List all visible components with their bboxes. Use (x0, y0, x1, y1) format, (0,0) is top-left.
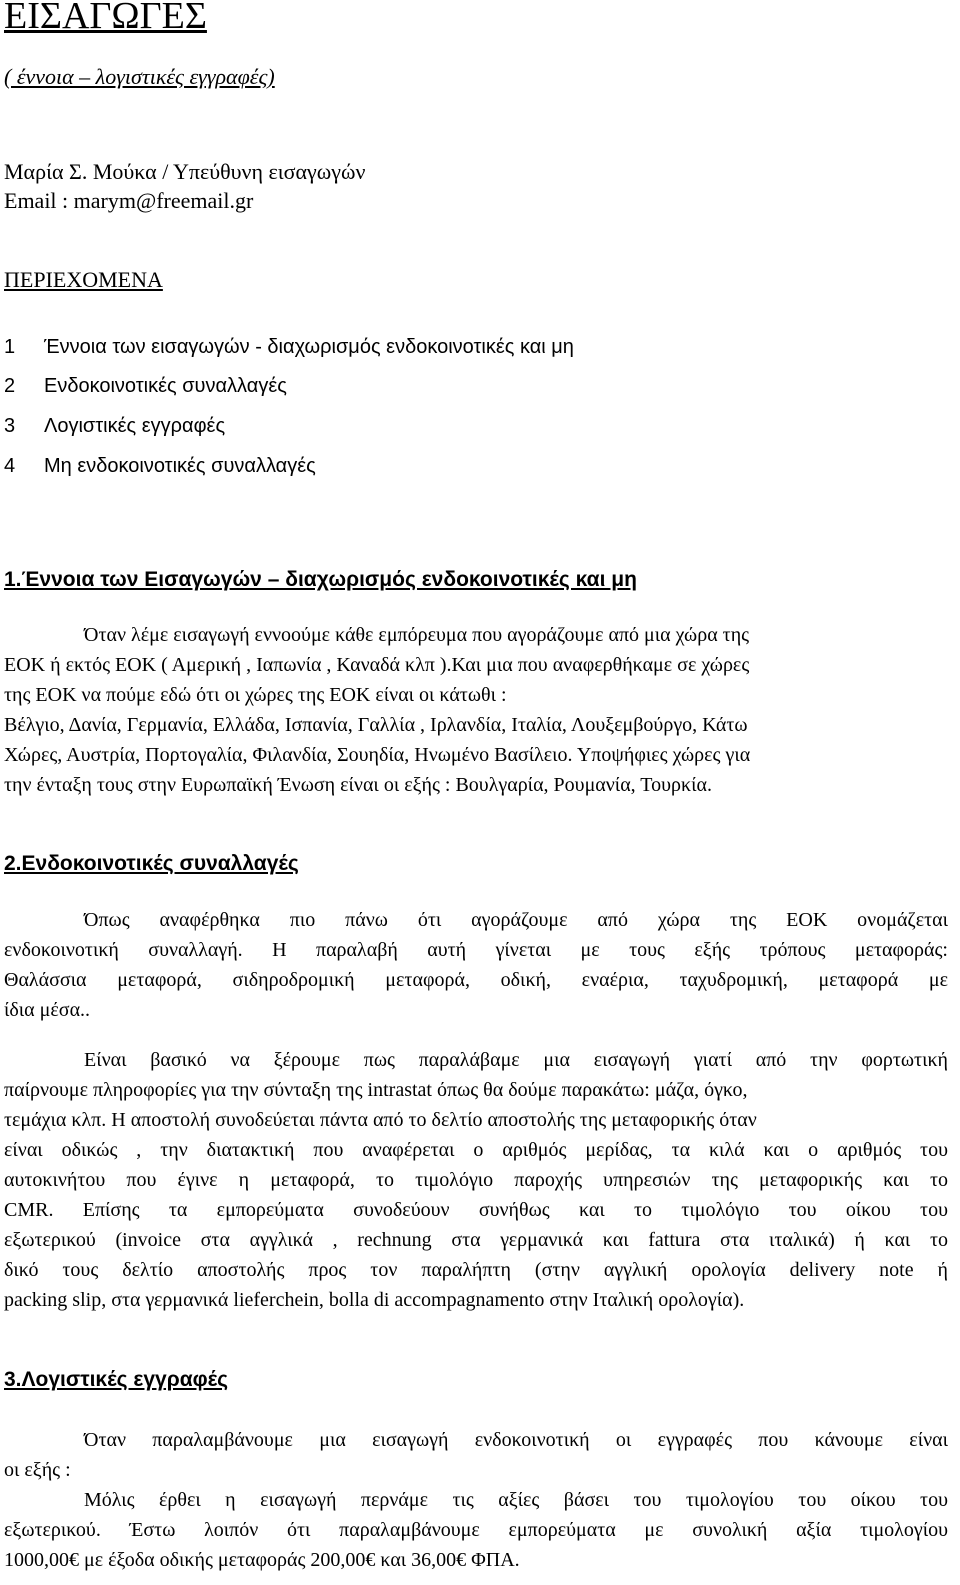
toc-item-label: Λογιστικές εγγραφές (44, 415, 226, 437)
paragraph-line: packing slip, στα γερμανικά lieferchein, bolla di accompagnamento στην Ιταλική ορολογία). (4, 1289, 745, 1311)
toc-item (4, 373, 287, 399)
paragraph-line: CMR. Επίσης τα εμπορεύματα συνοδεύουν συνήθως και το τιμολόγιο του οίκου του (4, 1199, 948, 1221)
paragraph-line: Όταν λέμε εισαγωγή εννοούμε κάθε εμπόρευμα που αγοράζουμε από μια χώρα της (84, 624, 750, 646)
section-2-paragraph-2 (4, 1045, 948, 1315)
paragraph-line: 1000,00€ με έξοδα οδικής μεταφοράς 200,00€ και 36,00€ ΦΠΑ. (4, 1549, 520, 1571)
paragraph-line: οι εξής : (4, 1459, 71, 1481)
section-2-paragraph-1 (4, 905, 948, 1025)
toc-item-label: Ενδοκοινοτικές συναλλαγές (44, 375, 287, 397)
toc-item (4, 413, 225, 439)
toc-item (4, 334, 574, 360)
paragraph-line: Είναι βασικό να ξέρουμε πως παραλάβαμε μια εισαγωγή γιατί από την φορτωτική (84, 1049, 948, 1071)
paragraph-line: την ένταξη τους στην Ευρωπαϊκή Ένωση είναι οι εξής : Βουλγαρία, Ρουμανία, Τουρκία. (4, 774, 712, 796)
paragraph-line: εξωτερικού. Έστω λοιπόν ότι παραλαμβάνουμε εμπορεύματα με συνολική αξία τιμολογίου (4, 1519, 948, 1541)
paragraph-line: Θαλάσσια μεταφορά, σιδηροδρομική μεταφορά, οδική, εναέρια, ταχυδρομική, μεταφορά με (4, 969, 948, 991)
toc-heading: ΠΕΡΙΕΧΟΜΕΝΑ (4, 267, 163, 292)
paragraph-line: τεμάχια κλπ. Η αποστολή συνοδεύεται πάντα από το δελτίο αποστολής της μεταφορικής όταν (4, 1109, 757, 1131)
document-title: ΕΙΣΑΓΩΓΕΣ (4, 0, 207, 37)
section-1-paragraph (4, 620, 948, 800)
section-3-paragraph-1 (4, 1425, 948, 1485)
section-1-heading: 1.Έννοια των Εισαγωγών – διαχωρισμός ενδοκοινοτικές και μη (4, 568, 637, 591)
section-2-heading: 2.Ενδοκοινοτικές συναλλαγές (4, 852, 299, 875)
paragraph-line: ΕΟΚ ή εκτός ΕΟΚ ( Αμερική , Ιαπωνία , Καναδά κλπ ).Και μια που αναφερθήκαμε σε χώρες (4, 654, 750, 676)
section-3-paragraph-2 (4, 1485, 948, 1575)
toc-item-label: Έννοια των εισαγωγών - διαχωρισμός ενδοκοινοτικές και μη (44, 336, 574, 358)
paragraph-line: ενδοκοινοτική συναλλαγή. Η παραλαβή αυτή γίνεται με τους εξής τρόπους μεταφοράς: (4, 939, 948, 961)
toc-item-number: 3 (4, 415, 16, 437)
author-line: Μαρία Σ. Μούκα / Υπεύθυνη εισαγωγών (4, 159, 366, 184)
toc-item-number: 2 (4, 375, 16, 397)
paragraph-line: είναι οδικώς , την διατακτική που αναφέρεται ο αριθμός μερίδας, τα κιλά και ο αριθμός του (4, 1139, 948, 1161)
paragraph-line: Όπως αναφέρθηκα πιο πάνω ότι αγοράζουμε από χώρα της ΕΟΚ ονομάζεται (84, 909, 948, 931)
paragraph-line: της ΕΟΚ να πούμε εδώ ότι οι χώρες της ΕΟΚ είναι οι κάτωθι : (4, 684, 507, 706)
toc-item (4, 453, 316, 479)
document-subtitle: ( έννοια – λογιστικές εγγραφές) (4, 64, 275, 89)
paragraph-line: ίδια μέσα.. (4, 999, 91, 1021)
paragraph-line: Μόλις έρθει η εισαγωγή περνάμε τις αξίες βάσει του τιμολογίου του οίκου του (84, 1489, 948, 1511)
paragraph-line: παίρνουμε πληροφορίες για την σύνταξη της intrastat όπως θα δούμε παρακάτω: μάζα, όγκο, (4, 1079, 748, 1101)
paragraph-line: αυτοκινήτου που έγινε η μεταφορά, το τιμολόγιο παροχής υπηρεσιών της μεταφορικής και το (4, 1169, 948, 1191)
toc-item-number: 4 (4, 455, 16, 477)
toc-item-label: Μη ενδοκοινοτικές συναλλαγές (44, 455, 316, 477)
toc-item-number: 1 (4, 336, 16, 358)
email-line: Email : marym@freemail.gr (4, 188, 254, 213)
paragraph-line: Βέλγιο, Δανία, Γερμανία, Ελλάδα, Ισπανία, Γαλλία , Ιρλανδία, Ιταλία, Λουξεμβούργο, Κάτω (4, 714, 748, 736)
paragraph-line: δικό τους δελτίο αποστολής προς τον παραλήπτη (στην αγγλική ορολογία delivery note ή (4, 1259, 948, 1281)
section-3-heading: 3.Λογιστικές εγγραφές (4, 1368, 229, 1391)
paragraph-line: Όταν παραλαμβάνουμε μια εισαγωγή ενδοκοινοτική οι εγγραφές που κάνουμε είναι (84, 1429, 948, 1451)
paragraph-line: εξωτερικού (invoice στα αγγλικά , rechnung στα γερμανικά και fattura στα ιταλικά) ή και το (4, 1229, 948, 1251)
paragraph-line: Χώρες, Αυστρία, Πορτογαλία, Φιλανδία, Σουηδία, Ηνωμένο Βασίλειο. Υποψήφιες χώρες για (4, 744, 751, 766)
